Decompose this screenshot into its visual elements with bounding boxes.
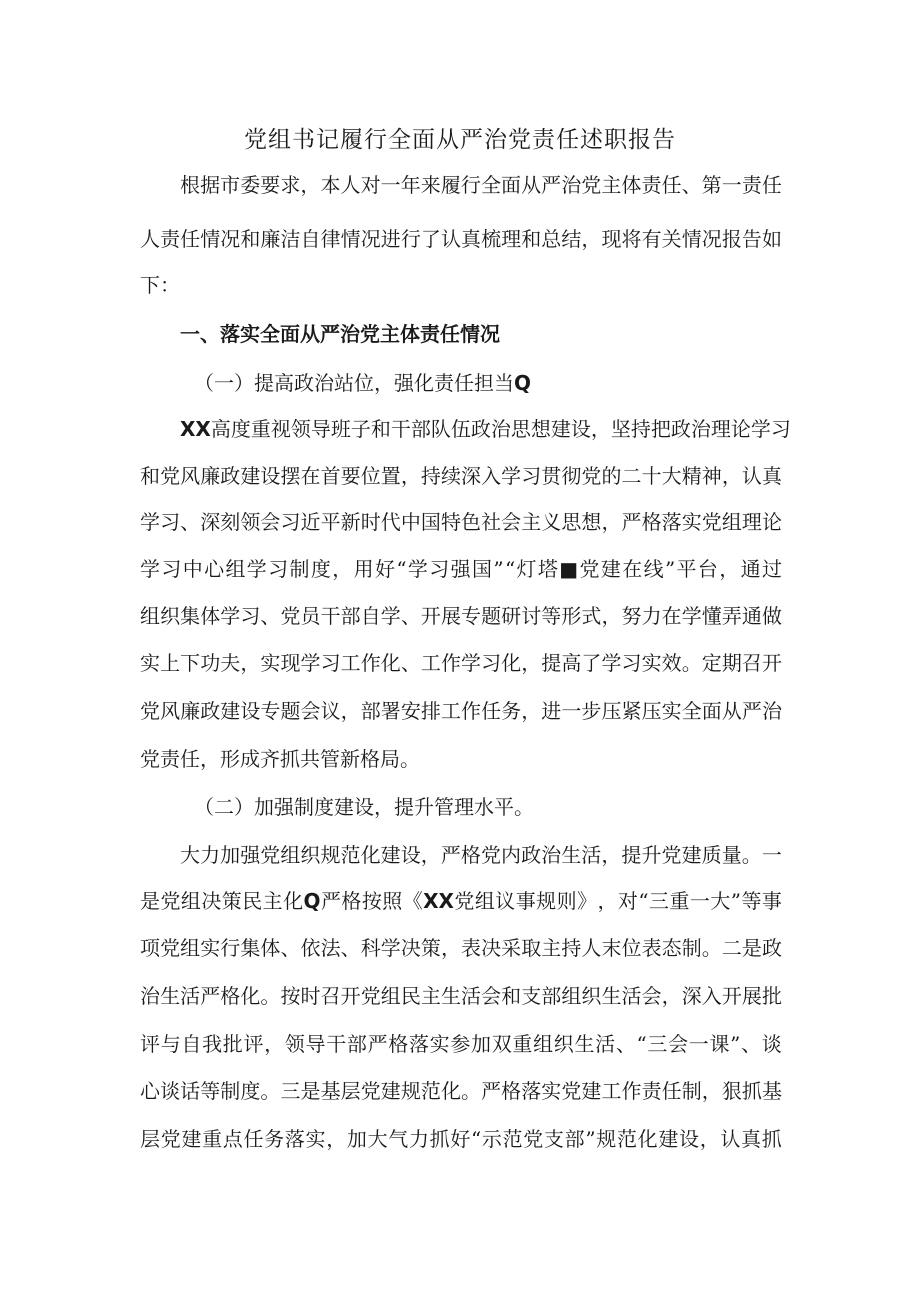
paragraph-line: 根 据 市 委 要 求 ， 本 人 对 一 年 来 履 行 全 面 从 严 治 党 主 体 责 任 、 第 一 责 任 — [180, 173, 782, 197]
paragraph-line: 党 风 廉 政 建 设 专 题 会 议 ， 部 署 安 排 工 作 任 务 ， 进 一 步 压 紧 压 实 全 面 从 严 治 — [140, 699, 782, 723]
paragraph-line: 实 上 下 功 夫 ， 实 现 学 习 工 作 化 、 工 作 学 习 化 ， 提 高 了 学 习 实 效 。 定 期 召 开 — [140, 651, 782, 675]
document-title: 党组书记履行全面从严治党责任述职报告 — [244, 127, 676, 153]
paragraph-line: 心 谈 话 等 制 度 。 三 是 基 层 党 建 规 范 化 。 严 格 落 实 党 建 工 作 责 任 制 ， 狠 抓 基 — [140, 1079, 782, 1103]
subsection-heading: （二）加强制度建设，提升管理水平。 — [194, 795, 534, 819]
paragraph-line: XX 高 度 重 视 领 导 班 子 和 干 部 队 伍 政 治 思 想 建 设 ， 坚 持 把 政 治 理 论 学 习 — [180, 417, 791, 441]
paragraph-line: 学 习 中 心 组 学 习 制 度 ， 用 好 “ 学 习 强 国 ” “ 灯 塔 ■ 党 建 在 线 ” 平 台 ， 通 过 — [140, 557, 782, 581]
subsection-heading: （一）提高政治站位，强化责任担当Q — [194, 371, 532, 395]
section-heading: 一、落实全面从严治党主体责任情况 — [180, 322, 500, 346]
paragraph-line: 组 织 集 体 学 习 、 党 员 干 部 自 学 、 开 展 专 题 研 讨 等 形 式 ， 努 力 在 学 懂 弄 通 做 — [140, 604, 782, 628]
paragraph-line: 党责任，形成齐抓共管新格局。 — [140, 747, 420, 771]
paragraph-line: 人 责 任 情 况 和 廉 洁 自 律 情 况 进 行 了 认 真 梳 理 和 总 结 ， 现 将 有 关 情 况 报 告 如 — [140, 227, 782, 251]
paragraph-line: 大 力 加 强 党 组 织 规 范 化 建 设 ， 严 格 党 内 政 治 生 活 ， 提 升 党 建 质 量 。 一 — [180, 843, 782, 867]
paragraph-line: 治 生 活 严 格 化 。 按 时 召 开 党 组 民 主 生 活 会 和 支 部 组 织 生 活 会 ， 深 入 开 展 批 — [140, 984, 782, 1008]
paragraph-line: 是 党 组 决 策 民 主 化 Q 严 格 按 照 《 XX 党 组 议 事 规 则 》 ， 对 “ 三 重 一 大 ” 等 事 — [140, 889, 782, 913]
paragraph-line: 评 与 自 我 批 评 ， 领 导 干 部 严 格 落 实 参 加 双 重 组 织 生 活 、 “ 三 会 一 课 ” 、 谈 — [140, 1032, 782, 1056]
paragraph-line: 学 习 、 深 刻 领 会 习 近 平 新 时 代 中 国 特 色 社 会 主 义 思 想 ， 严 格 落 实 党 组 理 论 — [140, 510, 782, 534]
paragraph-line: 下： — [140, 273, 180, 297]
paragraph-line: 层 党 建 重 点 任 务 落 实 ， 加 大 气 力 抓 好 “ 示 范 党 支 部 ” 规 范 化 建 设 ， 认 真 抓 — [140, 1127, 782, 1151]
paragraph-line: 和 党 风 廉 政 建 设 摆 在 首 要 位 置 ， 持 续 深 入 学 习 贯 彻 党 的 二 十 大 精 神 ， 认 真 — [140, 464, 782, 488]
paragraph-line: 项 党 组 实 行 集 体 、 依 法 、 科 学 决 策 ， 表 决 采 取 主 持 人 末 位 表 态 制 。 二 是 政 — [140, 936, 782, 960]
